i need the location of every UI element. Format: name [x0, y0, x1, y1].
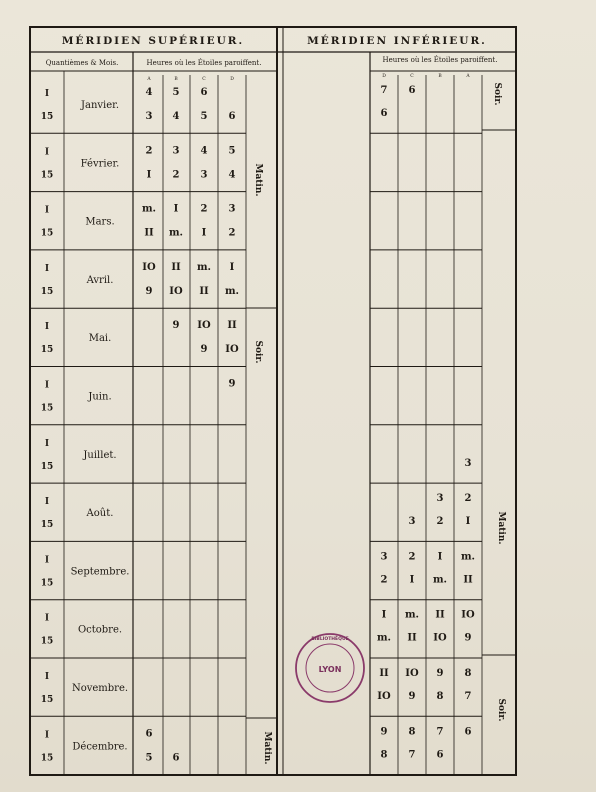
hour-value: 5: [172, 87, 180, 98]
month-name: Novembre.: [71, 683, 129, 694]
month-name: Août.: [86, 508, 114, 520]
hour-value: IO: [169, 285, 183, 297]
day-number-1: I: [44, 322, 50, 333]
hour-value: 6: [408, 85, 416, 96]
day-number-1: I: [44, 555, 50, 566]
hour-value: m.: [168, 227, 184, 239]
day-number-1: I: [44, 380, 50, 391]
hour-value: II: [379, 668, 389, 679]
right-matin-label: Matin.: [496, 511, 506, 545]
hour-value: 7: [436, 726, 444, 738]
hour-value: 8: [380, 749, 388, 761]
day-number-1: I: [44, 497, 50, 508]
hour-value: 6: [172, 752, 180, 764]
hour-value: 2: [464, 493, 472, 505]
left-matin-bottom-label: Matin.: [262, 731, 272, 765]
hour-value: 7: [408, 749, 416, 761]
month-name: Octobre.: [77, 624, 123, 636]
hour-value: I: [173, 203, 179, 215]
hour-value: 6: [380, 108, 388, 119]
hour-value: II: [463, 574, 473, 586]
month-name: Juin.: [88, 391, 112, 403]
hour-value: IO: [197, 320, 211, 332]
day-number-1: I: [44, 89, 50, 99]
hour-value: 3: [380, 551, 388, 563]
hour-value: II: [144, 227, 154, 239]
library-stamp: [296, 634, 364, 702]
month-name: Février.: [80, 158, 120, 170]
hour-value: 3: [228, 203, 236, 215]
hour-value: m.: [404, 609, 420, 621]
hour-value: I: [381, 609, 387, 621]
hour-value: 9: [200, 344, 208, 356]
right-hours-column-header: Heures où les Étoiles paroiffent.: [382, 56, 498, 64]
month-name: Septembre.: [70, 566, 130, 578]
day-number-15: 15: [40, 345, 54, 356]
hour-value: 5: [145, 752, 153, 764]
day-number-15: 15: [40, 228, 54, 239]
hour-value: 9: [145, 285, 153, 297]
day-number-15: 15: [40, 286, 54, 297]
hour-value: 2: [436, 516, 444, 528]
month-name: Décembre.: [72, 741, 128, 753]
hour-value: 2: [380, 574, 388, 586]
day-number-1: I: [44, 438, 50, 449]
superior-meridian-title: MÉRIDIEN SUPÉRIEUR.: [61, 35, 245, 47]
hour-value: I: [437, 551, 443, 563]
hour-value: I: [146, 169, 152, 181]
day-number-15: 15: [40, 578, 54, 589]
left-matin-label: Matin.: [253, 163, 263, 197]
left-hours-column-header: Heures où les Étoiles paroiffent.: [146, 59, 262, 67]
day-number-15: 15: [40, 753, 54, 764]
hour-value: I: [201, 227, 207, 239]
hour-value: 2: [408, 551, 416, 563]
day-number-1: I: [44, 730, 50, 741]
right-soir-bottom-label: Soir.: [496, 698, 506, 722]
star-letter: C: [410, 74, 414, 79]
hour-value: I: [465, 516, 471, 528]
stamp-outer-text: BIBLIOTHÈQUE: [311, 637, 349, 642]
hour-value: 4: [145, 87, 153, 98]
hour-value: 8: [464, 668, 472, 679]
day-number-1: I: [44, 147, 50, 158]
hour-value: 4: [172, 111, 180, 122]
hour-value: IO: [225, 344, 239, 356]
hour-value: 3: [436, 493, 444, 505]
day-number-15: 15: [40, 403, 54, 414]
month-name: Avril.: [86, 274, 114, 286]
stamp-inner-text: LYON: [318, 665, 342, 674]
month-name: Janvier.: [80, 100, 120, 111]
hour-value: 2: [145, 145, 153, 157]
star-letter: D: [382, 74, 386, 79]
star-letter: B: [174, 77, 178, 82]
hour-value: 9: [464, 632, 472, 644]
month-name: Mars.: [85, 216, 115, 228]
hour-value: II: [227, 320, 237, 332]
day-number-15: 15: [40, 695, 54, 705]
hour-value: 9: [228, 378, 236, 390]
day-number-15: 15: [40, 170, 54, 181]
day-number-1: I: [44, 263, 50, 274]
months-column-header: Quantièmes & Mois.: [45, 59, 119, 67]
left-soir-label: Soir.: [253, 340, 263, 364]
month-name: Juillet.: [83, 449, 117, 461]
hour-value: 3: [464, 457, 472, 469]
hour-value: 5: [200, 111, 208, 122]
star-letter: A: [147, 77, 151, 82]
day-number-15: 15: [40, 461, 54, 472]
hour-value: I: [229, 261, 235, 273]
hour-value: 4: [228, 169, 236, 181]
hour-value: m.: [460, 551, 476, 563]
hour-value: 3: [408, 516, 416, 528]
hour-value: IO: [461, 609, 475, 621]
hour-value: 6: [436, 749, 444, 761]
hour-value: 2: [228, 227, 236, 239]
hour-value: II: [171, 261, 181, 273]
hour-value: I: [409, 574, 415, 586]
hour-value: 2: [200, 203, 208, 215]
right-soir-label: Soir.: [492, 82, 502, 106]
hour-value: 7: [464, 691, 472, 702]
hour-value: IO: [377, 691, 391, 702]
day-number-15: 15: [40, 636, 54, 647]
hour-value: IO: [405, 668, 419, 679]
hour-value: m.: [432, 574, 448, 586]
hour-value: m.: [196, 261, 212, 273]
hour-value: II: [407, 632, 417, 644]
hour-value: m.: [224, 285, 240, 297]
hour-value: 9: [172, 320, 180, 332]
star-letter: C: [202, 77, 206, 82]
hour-value: 2: [172, 169, 180, 181]
hour-value: 5: [228, 145, 236, 157]
hour-value: 7: [380, 85, 388, 96]
day-number-15: 15: [40, 520, 54, 531]
hour-value: IO: [142, 261, 156, 273]
hour-value: m.: [141, 203, 157, 215]
hour-value: 8: [436, 691, 444, 702]
hour-value: 3: [200, 169, 208, 181]
day-number-15: 15: [40, 112, 54, 122]
hour-value: 3: [145, 111, 153, 122]
hour-value: 6: [464, 726, 472, 738]
hour-value: 6: [228, 111, 236, 122]
hour-value: 9: [380, 726, 388, 738]
hour-value: IO: [433, 632, 447, 644]
hour-value: 3: [172, 145, 180, 157]
day-number-1: I: [44, 613, 50, 624]
hour-value: 9: [408, 691, 416, 702]
hour-value: II: [199, 285, 209, 297]
hour-value: II: [435, 609, 445, 621]
day-number-1: I: [44, 672, 50, 682]
hour-value: 9: [436, 668, 444, 679]
hour-value: m.: [376, 632, 392, 644]
hour-value: 4: [200, 145, 208, 157]
star-letter: B: [438, 74, 442, 79]
month-name: Mai.: [88, 333, 112, 345]
inferior-meridian-title: MÉRIDIEN INFÉRIEUR.: [307, 35, 487, 47]
hour-value: 6: [145, 728, 153, 740]
star-letter: A: [466, 74, 470, 79]
hour-value: 6: [200, 87, 208, 98]
star-letter: D: [230, 77, 234, 82]
day-number-1: I: [44, 205, 50, 216]
hour-value: 8: [408, 726, 416, 738]
